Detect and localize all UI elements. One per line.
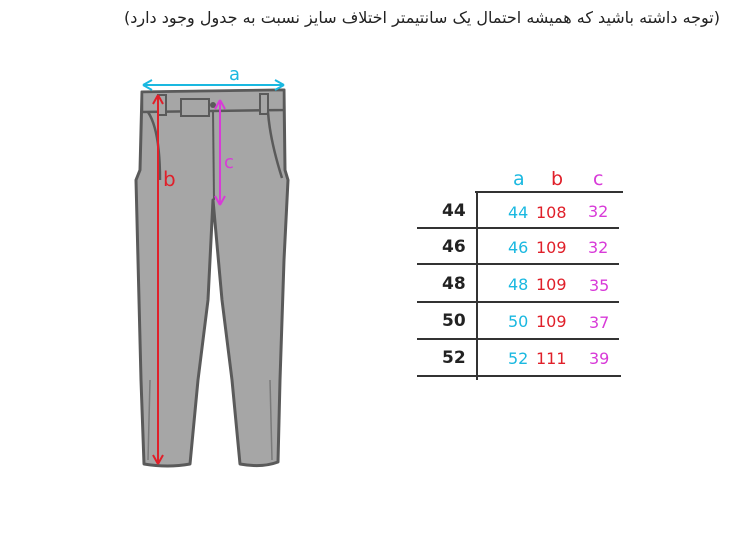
value-b: 111 bbox=[536, 349, 567, 368]
label-a: a bbox=[229, 64, 241, 85]
header-c: c bbox=[593, 168, 604, 190]
label-b: b bbox=[163, 167, 176, 191]
header-a: a bbox=[513, 168, 525, 190]
value-c: 37 bbox=[589, 313, 610, 332]
size-52: 52 bbox=[442, 348, 466, 368]
arrow-a bbox=[143, 80, 284, 90]
size-46: 46 bbox=[442, 237, 466, 257]
size-table bbox=[415, 168, 625, 383]
value-b: 109 bbox=[536, 312, 567, 331]
value-a: 52 bbox=[508, 349, 529, 368]
value-b: 109 bbox=[536, 275, 567, 294]
waist-panel bbox=[181, 99, 209, 116]
value-c: 32 bbox=[588, 202, 609, 221]
size-note: (توجه داشته باشید که همیشه احتمال یک سانتیمتر اختلاف سایز نسبت به جدول وجود دارد) bbox=[124, 8, 720, 27]
size-44: 44 bbox=[442, 201, 466, 221]
value-a: 50 bbox=[508, 312, 529, 331]
value-b: 108 bbox=[536, 203, 567, 222]
value-a: 44 bbox=[508, 203, 529, 222]
fly-line bbox=[213, 110, 214, 200]
value-a: 48 bbox=[508, 275, 529, 294]
label-c: c bbox=[224, 152, 234, 173]
value-a: 46 bbox=[508, 238, 529, 257]
size-48: 48 bbox=[442, 274, 466, 294]
belt-loop bbox=[260, 94, 268, 114]
value-b: 109 bbox=[536, 238, 567, 257]
value-c: 35 bbox=[589, 276, 610, 295]
size-50: 50 bbox=[442, 311, 466, 331]
value-c: 32 bbox=[588, 238, 609, 257]
header-b: b bbox=[551, 168, 564, 190]
value-c: 39 bbox=[589, 349, 610, 368]
